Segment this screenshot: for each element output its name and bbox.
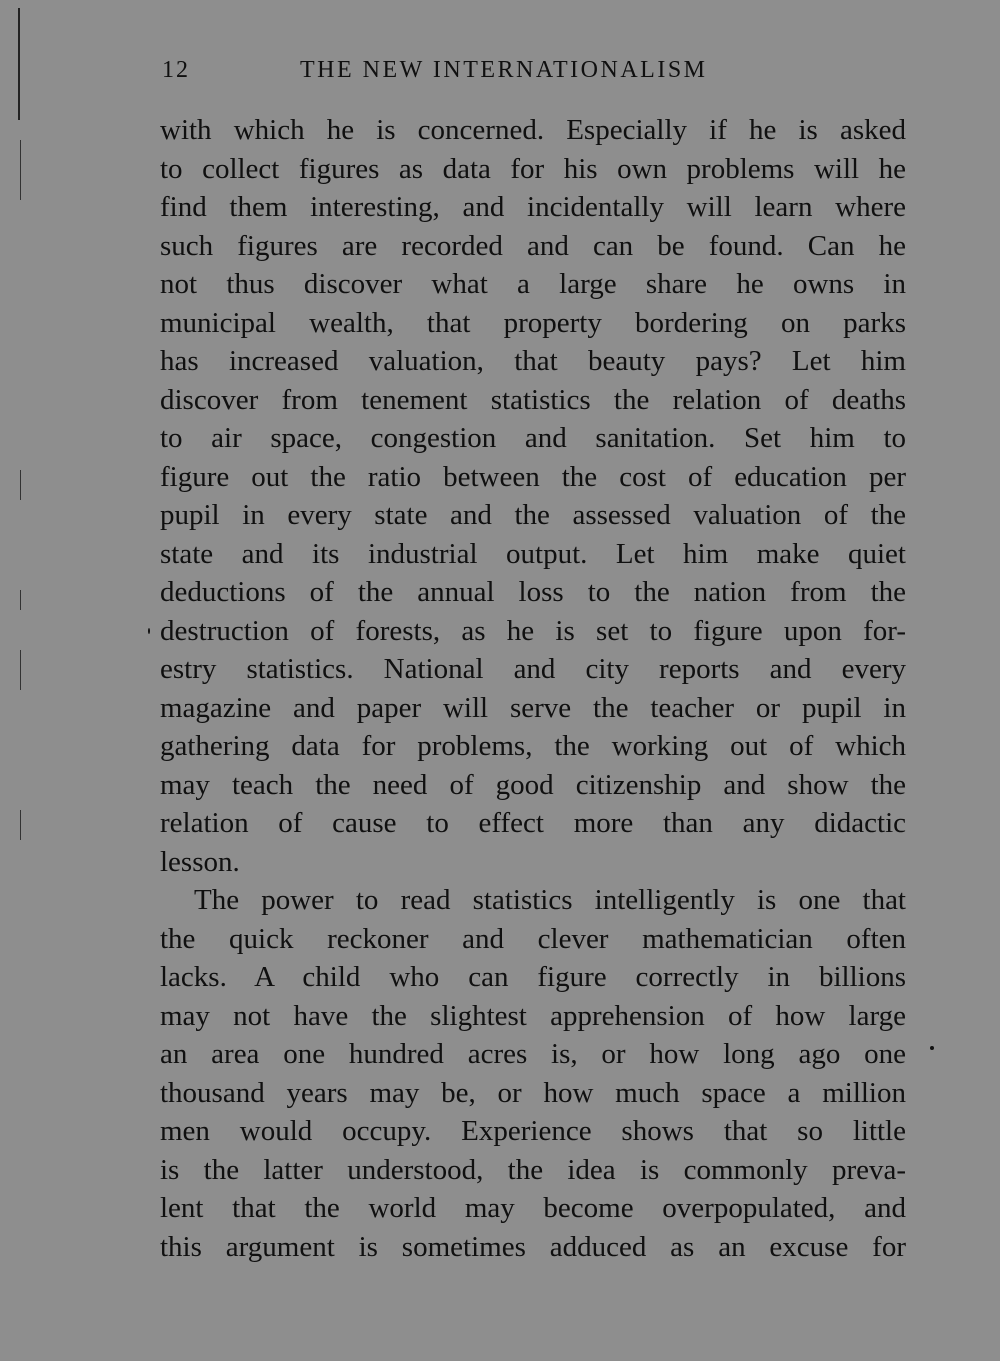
text-line: relation of cause to effect more than any didactic: [160, 807, 906, 839]
text-line: figure out the ratio between the cost of education per: [160, 460, 906, 493]
text-line: men would occupy. Experience shows that so little: [160, 1115, 906, 1147]
text-line: gathering data for problems, the working out of which: [160, 730, 906, 762]
running-head: [162, 57, 906, 89]
text-line: such figures are recorded and can be found. Can he: [160, 229, 906, 262]
text-line: not thus discover what a large share he owns in: [160, 268, 906, 300]
binding-mark: [20, 650, 21, 690]
ink-spot: [148, 628, 150, 634]
text-line: lent that the world may become overpopulated, and: [160, 1192, 906, 1224]
binding-mark: [20, 470, 21, 500]
text-line: this argument is sometimes adduced as an excuse for: [160, 1230, 906, 1263]
text-line: discover from tenement statistics the relation of deaths: [160, 383, 906, 416]
body-text: [160, 111, 906, 1266]
text-line: state and its industrial output. Let him make quiet: [160, 537, 906, 570]
text-line: destruction of forests, as he is set to figure upon for-: [160, 614, 906, 647]
text-line: with which he is concerned. Especially if he is asked: [160, 114, 906, 146]
scan-edge-artifact: [0, 0, 30, 1361]
text-line: an area one hundred acres is, or how long ago one: [160, 1038, 906, 1070]
text-line: lacks. A child who can figure correctly in billions: [160, 961, 906, 993]
text-line: has increased valuation, that beauty pays? Let him: [160, 345, 906, 377]
text-line: the quick reckoner and clever mathematician often: [160, 922, 906, 955]
page-number: 12: [162, 57, 190, 83]
text-line: deductions of the annual loss to the nation from the: [160, 576, 906, 608]
text-line: to collect figures as data for his own problems will he: [160, 152, 906, 185]
text-line: The power to read statistics intelligently is one that: [194, 884, 906, 916]
paragraph-1: [160, 111, 906, 881]
running-title: THE NEW INTERNATIONALISM: [300, 57, 708, 83]
text-line: may not have the slightest apprehension of how large: [160, 999, 906, 1032]
text-line: may teach the need of good citizenship and show the: [160, 768, 906, 801]
binding-mark: [20, 590, 21, 610]
text-line: municipal wealth, that property bordering on parks: [160, 306, 906, 339]
text-line: thousand years may be, or how much space a million: [160, 1076, 906, 1109]
text-line: pupil in every state and the assessed valuation of the: [160, 499, 906, 531]
text-line: to air space, congestion and sanitation. Set him to: [160, 422, 906, 454]
text-line: lesson.: [160, 845, 240, 878]
text-line: find them interesting, and incidentally will learn where: [160, 191, 906, 223]
text-line: magazine and paper will serve the teacher or pupil in: [160, 691, 906, 724]
ink-spot: [930, 1046, 934, 1050]
binding-line: [18, 8, 20, 120]
binding-mark: [20, 140, 21, 200]
binding-mark: [20, 810, 21, 840]
paragraph-2: [160, 881, 906, 1266]
text-line: is the latter understood, the idea is commonly preva-: [160, 1153, 906, 1186]
text-line: estry statistics. National and city reports and every: [160, 653, 906, 685]
